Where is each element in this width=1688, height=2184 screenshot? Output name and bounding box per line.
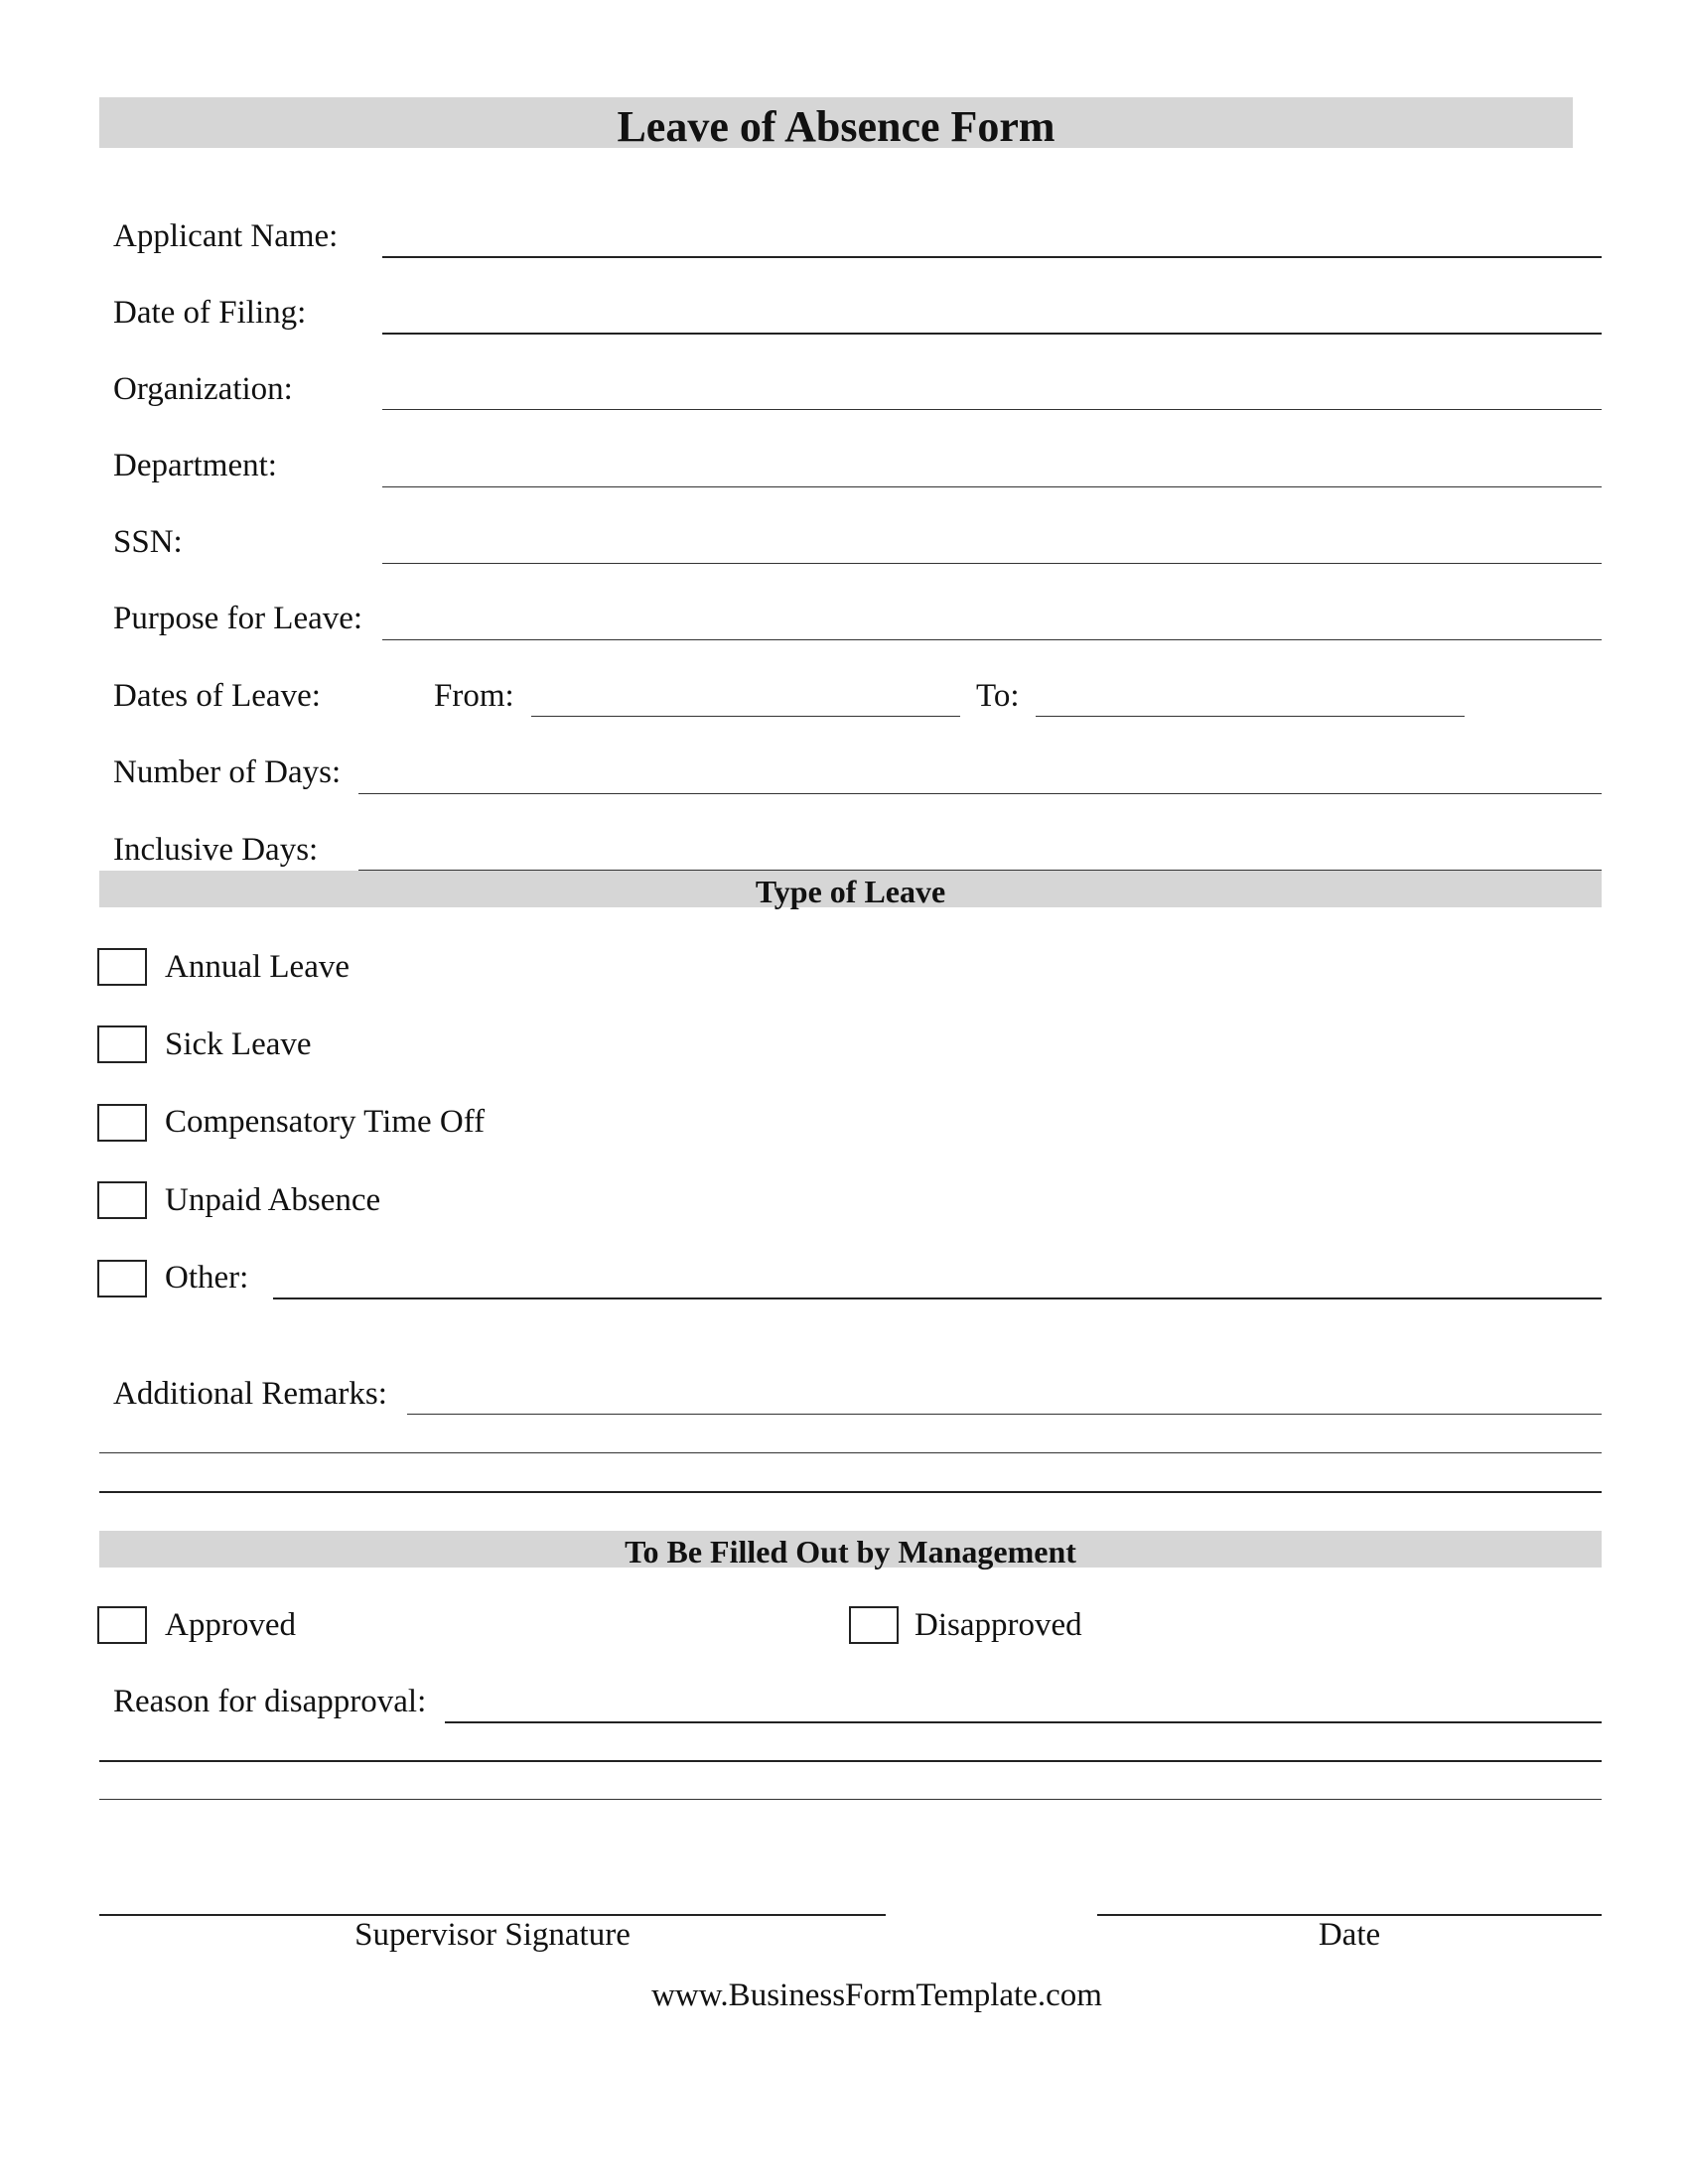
additional-remarks-line-2[interactable] <box>99 1452 1602 1453</box>
supervisor-signature-line[interactable] <box>99 1914 886 1916</box>
management-band <box>99 1531 1602 1568</box>
organization-field[interactable] <box>382 409 1602 410</box>
dates-of-leave-label: Dates of Leave: <box>113 678 321 714</box>
number-of-days-field[interactable] <box>358 793 1602 794</box>
reason-for-disapproval-label: Reason for disapproval: <box>113 1684 427 1719</box>
to-label: To: <box>976 678 1020 714</box>
from-date-field[interactable] <box>531 716 960 717</box>
page-title: Leave of Absence Form <box>617 102 1055 151</box>
additional-remarks-label: Additional Remarks: <box>113 1376 387 1412</box>
other-field[interactable] <box>273 1297 1602 1299</box>
approved-checkbox[interactable] <box>97 1606 147 1644</box>
type-of-leave-heading: Type of Leave <box>755 874 946 909</box>
applicant-name-label: Applicant Name: <box>113 218 339 254</box>
date-signature-line[interactable] <box>1097 1914 1602 1916</box>
reason-line-3[interactable] <box>99 1799 1602 1800</box>
sick-leave-label: Sick Leave <box>165 1026 312 1062</box>
compensatory-time-off-checkbox[interactable] <box>97 1104 147 1142</box>
applicant-name-field[interactable] <box>382 256 1602 258</box>
organization-label: Organization: <box>113 371 293 407</box>
disapproved-label: Disapproved <box>914 1607 1082 1643</box>
date-signature-label: Date <box>1318 1917 1381 1953</box>
unpaid-absence-label: Unpaid Absence <box>165 1182 381 1218</box>
purpose-label: Purpose for Leave: <box>113 601 363 636</box>
number-of-days-label: Number of Days: <box>113 754 342 790</box>
ssn-field[interactable] <box>382 563 1602 564</box>
reason-line-2[interactable] <box>99 1760 1602 1762</box>
other-label: Other: <box>165 1260 249 1296</box>
date-of-filing-field[interactable] <box>382 333 1602 335</box>
additional-remarks-line-3[interactable] <box>99 1491 1602 1493</box>
approved-label: Approved <box>165 1607 296 1643</box>
date-of-filing-label: Date of Filing: <box>113 295 307 331</box>
supervisor-signature-label: Supervisor Signature <box>354 1917 631 1953</box>
disapproved-checkbox[interactable] <box>849 1606 899 1644</box>
from-label: From: <box>434 678 514 714</box>
other-checkbox[interactable] <box>97 1260 147 1297</box>
footer-website: www.BusinessFormTemplate.com <box>651 1978 1102 2013</box>
management-heading: To Be Filled Out by Management <box>625 1534 1076 1570</box>
annual-leave-label: Annual Leave <box>165 949 350 985</box>
compensatory-time-off-label: Compensatory Time Off <box>165 1104 486 1140</box>
department-label: Department: <box>113 448 277 483</box>
to-date-field[interactable] <box>1036 716 1465 717</box>
department-field[interactable] <box>382 486 1602 487</box>
sick-leave-checkbox[interactable] <box>97 1025 147 1063</box>
ssn-label: SSN: <box>113 524 183 560</box>
additional-remarks-field[interactable] <box>407 1414 1602 1415</box>
purpose-field[interactable] <box>382 639 1602 640</box>
unpaid-absence-checkbox[interactable] <box>97 1181 147 1219</box>
type-of-leave-band <box>99 871 1602 907</box>
annual-leave-checkbox[interactable] <box>97 948 147 986</box>
reason-for-disapproval-field[interactable] <box>445 1721 1602 1723</box>
inclusive-days-label: Inclusive Days: <box>113 832 319 868</box>
title-band <box>99 97 1573 151</box>
